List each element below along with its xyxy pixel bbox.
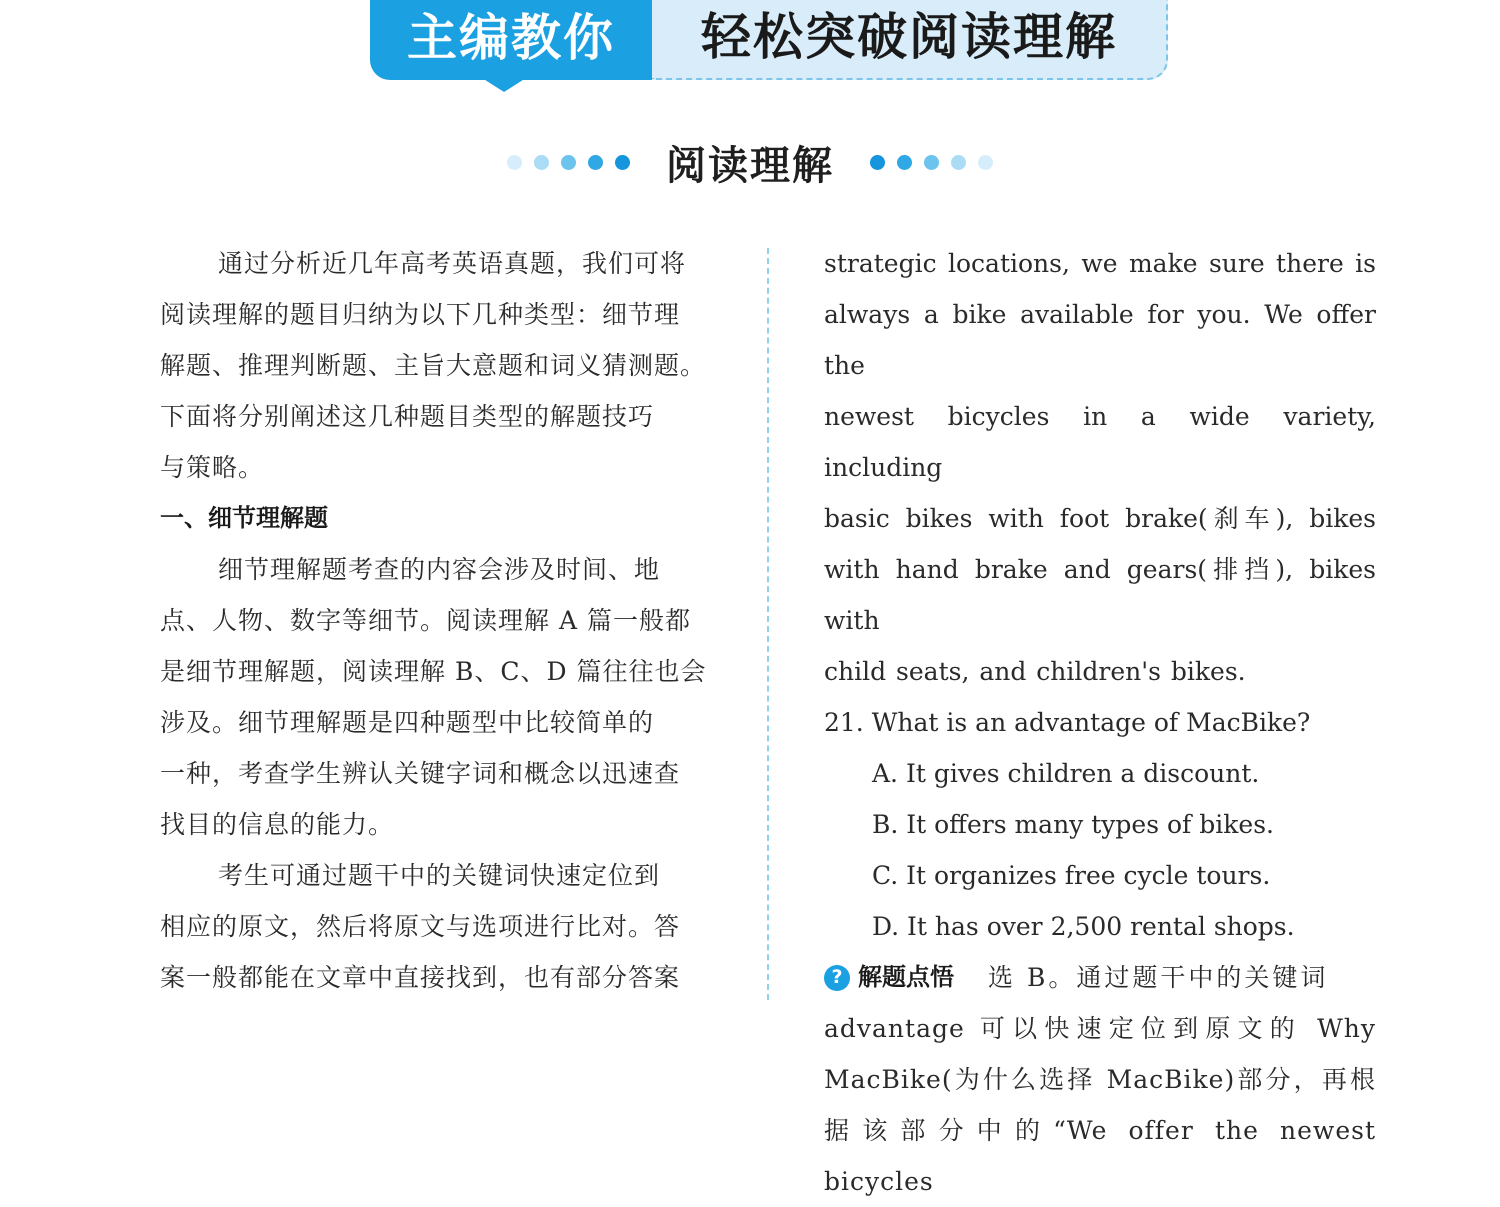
- question-mark-icon: ?: [824, 965, 850, 991]
- hint-first-line: 选 B。通过题干中的关键词: [988, 963, 1329, 992]
- passage-line: strategic locations, we make sure there is: [824, 249, 1376, 278]
- hint-body: [824, 1003, 1376, 1207]
- subheading-detail-questions: 一、细节理解题: [160, 504, 328, 532]
- section-title: 阅读理解: [666, 141, 834, 189]
- banner-title: 轻松突破阅读理解: [652, 0, 1168, 80]
- decorative-dot: [897, 155, 912, 170]
- detail-line: 一种，考查学生辨认关键字词和概念以迅速查: [160, 759, 681, 788]
- decorative-dot: [561, 155, 576, 170]
- reading-passage: [824, 238, 1376, 697]
- banner-pointer-shape: [482, 78, 526, 92]
- detail-line: 相应的原文，然后将原文与选项进行比对。答: [160, 912, 681, 941]
- decorative-dots-right: [870, 155, 993, 170]
- intro-line: 下面将分别阐述这几种题目类型的解题技巧: [160, 402, 655, 431]
- decorative-dot: [588, 155, 603, 170]
- passage-line: with hand brake and gears(排挡), bikes with: [824, 555, 1376, 635]
- answer-option: B. It offers many types of bikes.: [872, 810, 1274, 839]
- intro-line: 通过分析近几年高考英语真题，我们可将: [218, 249, 687, 278]
- detail-line: 案一般都能在文章中直接找到，也有部分答案: [160, 963, 681, 992]
- detail-line: 细节理解题考查的内容会涉及时间、地: [218, 555, 661, 584]
- decorative-dot: [951, 155, 966, 170]
- detail-paragraph-2: [160, 850, 740, 1003]
- decorative-dot: [924, 155, 939, 170]
- intro-paragraph: [160, 238, 740, 493]
- answer-options: [824, 748, 1376, 952]
- column-divider: [767, 248, 769, 1000]
- detail-line: 涉及。细节理解题是四种题型中比较简单的: [160, 708, 655, 737]
- detail-line: 找目的信息的能力。: [160, 810, 395, 839]
- detail-line: 点、人物、数字等细节。阅读理解 A 篇一般都: [160, 606, 691, 635]
- intro-line: 解题、推理判断题、主旨大意题和词义猜测题。: [160, 351, 707, 380]
- answer-option: C. It organizes free cycle tours.: [872, 861, 1271, 890]
- passage-line: always a bike available for you. We offer the: [824, 300, 1376, 380]
- right-column: [824, 238, 1376, 1207]
- passage-line: newest bicycles in a wide variety, including: [824, 402, 1376, 482]
- intro-line: 与策略。: [160, 453, 265, 482]
- passage-line: child seats, and children's bikes.: [824, 657, 1246, 686]
- hint-label: 解题点悟: [858, 963, 954, 991]
- decorative-dot: [507, 155, 522, 170]
- decorative-dots-left: [507, 155, 630, 170]
- detail-line: 考生可通过题干中的关键词快速定位到: [218, 861, 661, 890]
- decorative-dot: [870, 155, 885, 170]
- hint-line: MacBike(为什么选择 MacBike)部分，再根: [824, 1065, 1376, 1094]
- section-heading: [0, 132, 1500, 192]
- decorative-dot: [615, 155, 630, 170]
- left-column: [160, 238, 740, 1003]
- intro-line: 阅读理解的题目归纳为以下几种类型：细节理: [160, 300, 681, 329]
- decorative-dot: [978, 155, 993, 170]
- answer-option: A. It gives children a discount.: [872, 759, 1260, 788]
- hint-line: 据该部分中的“We offer the newest bicycles: [824, 1116, 1376, 1196]
- hint-line: advantage 可以快速定位到原文的 Why: [824, 1014, 1376, 1043]
- header-banner: [370, 0, 1166, 80]
- passage-line: basic bikes with foot brake(刹车), bikes: [824, 504, 1376, 533]
- hint-header: [824, 952, 1376, 1003]
- decorative-dot: [534, 155, 549, 170]
- banner-editor-label: 主编教你: [370, 0, 652, 80]
- question-21: 21. What is an advantage of MacBike?: [824, 708, 1311, 737]
- detail-paragraph-1: [160, 544, 740, 850]
- detail-line: 是细节理解题，阅读理解 B、C、D 篇往往也会: [160, 657, 707, 686]
- answer-option: D. It has over 2,500 rental shops.: [872, 912, 1295, 941]
